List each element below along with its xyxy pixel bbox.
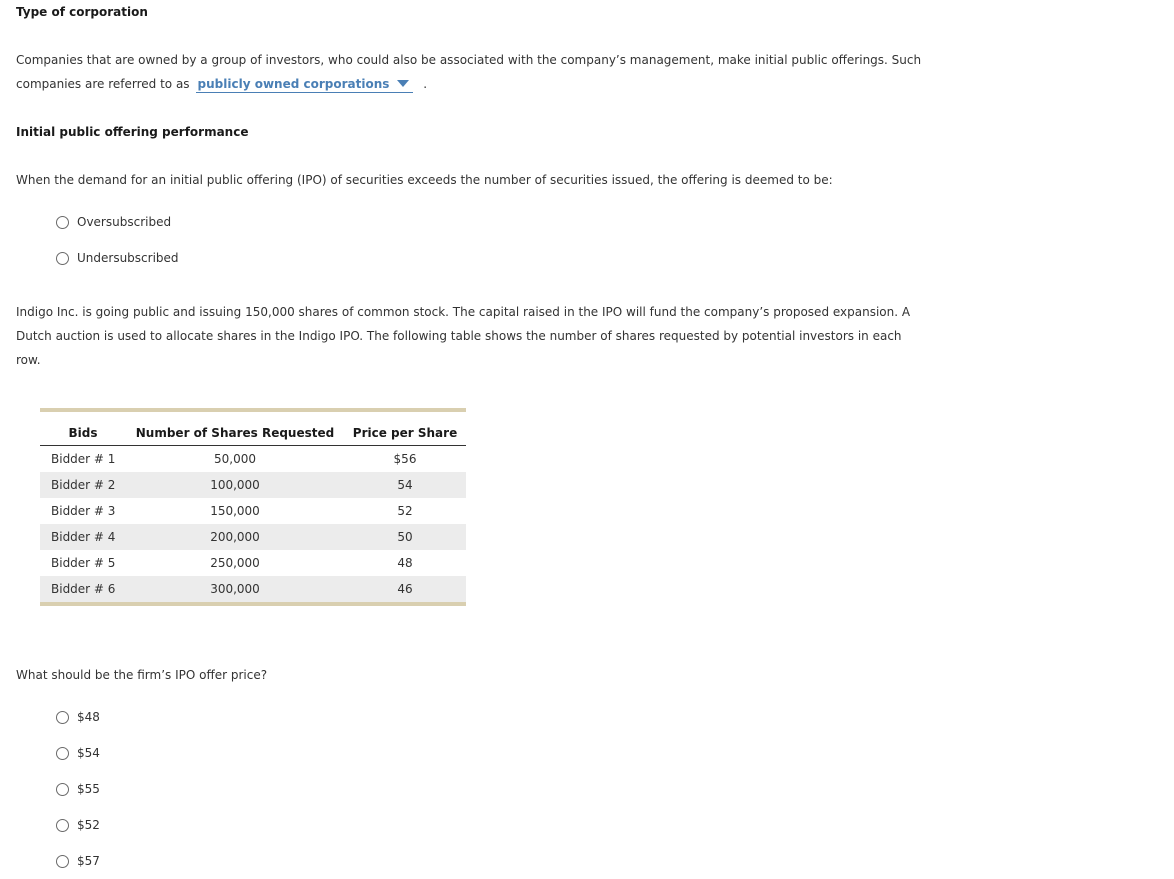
shares-cell: 250,000: [210, 556, 260, 570]
section-heading-type-of-corporation: Type of corporation: [16, 5, 148, 19]
corporation-paragraph-line-1: Companies that are owned by a group of investors, who could also be associated with the company’s management, make initial public offerings. Such: [16, 53, 922, 67]
radio-option-price-55[interactable]: [56, 781, 100, 797]
bidder-cell: Bidder # 1: [51, 452, 116, 466]
corporation-type-dropdown[interactable]: [196, 76, 414, 93]
column-header-shares-requested: Number of Shares Requested: [126, 410, 344, 446]
radio-button[interactable]: [56, 747, 69, 760]
corporation-paragraph-suffix: .: [423, 77, 428, 91]
table-row: [40, 446, 466, 473]
shares-cell: 300,000: [126, 576, 344, 604]
bidder-cell: Bidder # 5: [51, 556, 116, 570]
shares-cell: 150,000: [210, 504, 260, 518]
radio-option-label: $48: [77, 710, 100, 724]
bidder-cell: Bidder # 6: [40, 576, 126, 604]
indigo-paragraph-line-3: row.: [16, 353, 41, 367]
radio-option-label: $52: [77, 818, 100, 832]
radio-button[interactable]: [56, 711, 69, 724]
corporation-paragraph-prefix: companies are referred to as: [16, 77, 190, 91]
dutch-auction-bids-table: [40, 408, 466, 606]
indigo-paragraph-line-1: Indigo Inc. is going public and issuing 150,000 shares of common stock. The capital raised in the IPO will fund the company’s proposed expansion. A: [16, 305, 911, 319]
radio-option-price-54[interactable]: [56, 745, 100, 761]
radio-option-label: Oversubscribed: [77, 215, 172, 229]
radio-option-oversubscribed[interactable]: [56, 214, 171, 230]
table-row: [40, 498, 466, 524]
column-header-bids: Bids: [40, 410, 126, 446]
radio-option-label: $55: [77, 782, 100, 796]
price-cell: 50: [344, 524, 466, 550]
radio-option-label: $54: [77, 746, 100, 760]
ipo-demand-question: When the demand for an initial public offering (IPO) of securities exceeds the number of securities issued, the offering is deemed to be:: [16, 173, 833, 187]
section-heading-ipo-performance: Initial public offering performance: [16, 125, 249, 139]
bidder-cell: Bidder # 2: [40, 472, 126, 498]
table-row: [40, 472, 466, 498]
corporation-paragraph-line-2: [16, 72, 427, 96]
radio-button[interactable]: [56, 216, 69, 229]
price-cell: 46: [344, 576, 466, 604]
radio-button[interactable]: [56, 819, 69, 832]
radio-option-price-57[interactable]: [56, 853, 100, 869]
shares-cell: 50,000: [214, 452, 256, 466]
radio-option-label: $57: [77, 854, 100, 868]
radio-button[interactable]: [56, 252, 69, 265]
radio-option-label: Undersubscribed: [77, 251, 179, 265]
price-cell: 54: [344, 472, 466, 498]
offer-price-question: What should be the firm’s IPO offer price?: [16, 668, 268, 682]
corporation-type-dropdown-value: publicly owned corporations: [197, 77, 390, 91]
table-row: [40, 550, 466, 576]
price-cell: 48: [397, 556, 413, 570]
price-cell: 52: [397, 504, 413, 518]
shares-cell: 200,000: [126, 524, 344, 550]
radio-button[interactable]: [56, 783, 69, 796]
indigo-paragraph-line-2: Dutch auction is used to allocate shares in the Indigo IPO. The following table shows the number of shares requested by potential investors in each: [16, 329, 902, 343]
radio-button[interactable]: [56, 855, 69, 868]
table-header-row: [40, 410, 466, 446]
column-header-price-per-share: Price per Share: [344, 410, 466, 446]
bidder-cell: Bidder # 4: [40, 524, 126, 550]
chevron-down-icon: [397, 80, 409, 87]
radio-option-price-48[interactable]: [56, 709, 100, 725]
table-row: [40, 576, 466, 604]
radio-option-price-52[interactable]: [56, 817, 100, 833]
radio-option-undersubscribed[interactable]: [56, 250, 179, 266]
table-row: [40, 524, 466, 550]
price-cell: $56: [393, 452, 417, 466]
shares-cell: 100,000: [126, 472, 344, 498]
bidder-cell: Bidder # 3: [51, 504, 116, 518]
